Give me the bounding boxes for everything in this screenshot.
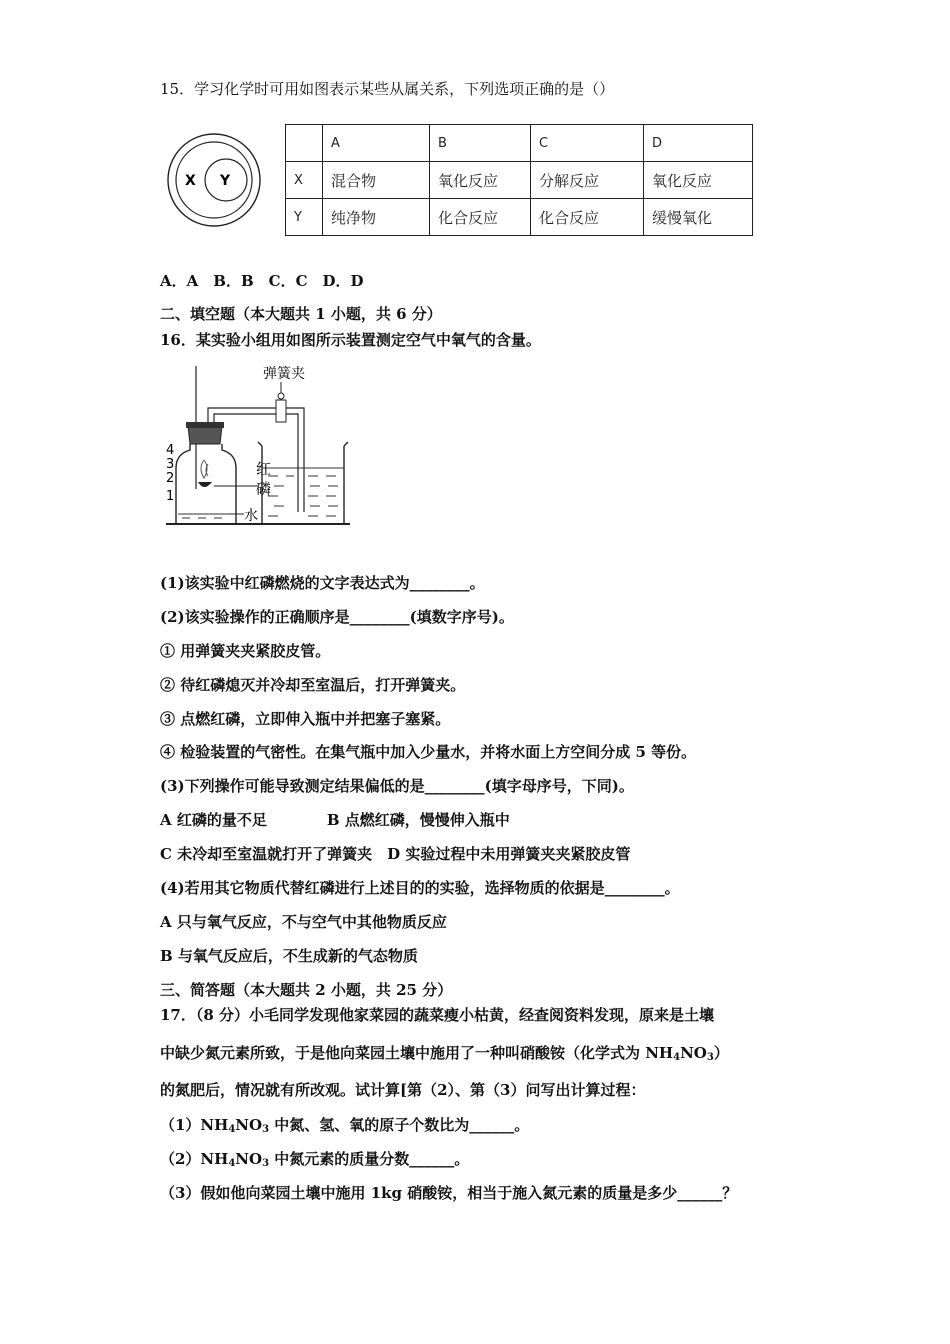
clamp-label: 弹簧夹: [263, 366, 305, 382]
table-row: [286, 125, 753, 162]
q16-line: (3)下列操作可能导致测定结果偏低的是________(填字母序号，下同)。: [160, 777, 634, 795]
table-cell: 氧化反应: [430, 162, 531, 199]
table-cell: 分解反应: [531, 162, 644, 199]
table-cell: [286, 125, 323, 162]
table-cell: B: [430, 125, 531, 162]
q16-line: ④ 检验装置的气密性。在集气瓶中加入少量水，并将水面上方空间分成 5 等份。: [160, 743, 697, 761]
q16-line: (4)若用其它物质代替红磷进行上述目的的实验，选择物质的依据是________。: [160, 879, 680, 897]
scale-mark: 2: [166, 471, 175, 486]
table-cell: 纯净物: [323, 199, 430, 236]
table-cell: C: [531, 125, 644, 162]
section-3-heading: 三、简答题（本大题共 2 小题，共 25 分）: [160, 981, 453, 999]
venn-diagram: [166, 130, 266, 230]
q17-line3: 的氮肥后，情况就有所改观。试计算[第（2）、第（3）问写出计算过程：: [160, 1081, 646, 1099]
q16-line: C 未冷却至室温就打开了弹簧夹 D 实验过程中未用弹簧夹夹紧胶皮管: [160, 845, 631, 863]
q17-sub2: $(2)NH_4NO_3$ 中氮元素的质量分数______。: [160, 1150, 470, 1169]
apparatus-diagram: [158, 364, 358, 534]
table-cell: D: [644, 125, 753, 162]
q15-choices: A．A B．B C．C D．D: [160, 272, 364, 290]
scale-mark: 1: [166, 489, 175, 504]
water-label: 水: [244, 508, 258, 524]
q17-sub3: （3）假如他向菜园土壤中施用 1kg 硝酸铵，相当于施入氮元素的质量是多少______？: [160, 1184, 738, 1202]
scale-mark: 4: [166, 443, 175, 458]
q16-stem: 16．某实验小组用如图所示装置测定空气中氧气的含量。: [160, 331, 541, 349]
table-cell: 混合物: [323, 162, 430, 199]
q16-line: (1)该实验中红磷燃烧的文字表达式为________。: [160, 574, 485, 592]
q16-line: A 红磷的量不足 B 点燃红磷，慢慢伸入瓶中: [160, 811, 510, 829]
table-cell: 化合反应: [531, 199, 644, 236]
q16-line: B 与氧气反应后，不生成新的气态物质: [160, 947, 418, 965]
q15-options-table: [285, 124, 753, 236]
phos-label-1: 红: [256, 460, 272, 478]
q17-line1: 17．（8 分）小毛同学发现他家菜园的蔬菜瘦小枯黄，经查阅资料发现，原来是土壤: [160, 1006, 715, 1024]
table-cell: 氧化反应: [644, 162, 753, 199]
q16-line: ① 用弹簧夹夹紧胶皮管。: [160, 642, 331, 660]
table-row: [286, 162, 753, 199]
q17-sub1: $(1)NH_4NO_3$ 中氮、氢、氧的原子个数比为______。: [160, 1116, 530, 1135]
q16-line: (2)该实验操作的正确顺序是________(填数字序号)。: [160, 608, 514, 626]
phos-label-2: 磷: [256, 480, 272, 498]
venn-label-y: Y: [220, 173, 231, 189]
q16-line: ③ 点燃红磷，立即伸入瓶中并把塞子塞紧。: [160, 710, 451, 728]
venn-label-x: X: [185, 173, 196, 189]
table-cell: 化合反应: [430, 199, 531, 236]
table-cell: Y: [286, 199, 323, 236]
section-2-heading: 二、填空题（本大题共 1 小题，共 6 分）: [160, 305, 442, 323]
table-cell: X: [286, 162, 323, 199]
q17-line2: 中缺少氮元素所致，于是他向菜园土壤中施用了一种叫硝酸铵（化学式为 $NH_4NO_3$）: [160, 1044, 729, 1063]
table-cell: A: [323, 125, 430, 162]
q16-line: ② 待红磷熄灭并冷却至室温后，打开弹簧夹。: [160, 676, 466, 694]
q15-stem: 15．学习化学时可用如图表示某些从属关系，下列选项正确的是（）: [160, 80, 615, 98]
scale-mark: 3: [166, 457, 175, 472]
table-row: [286, 199, 753, 236]
q16-line: A 只与氧气反应，不与空气中其他物质反应: [160, 913, 447, 931]
table-cell: 缓慢氧化: [644, 199, 753, 236]
